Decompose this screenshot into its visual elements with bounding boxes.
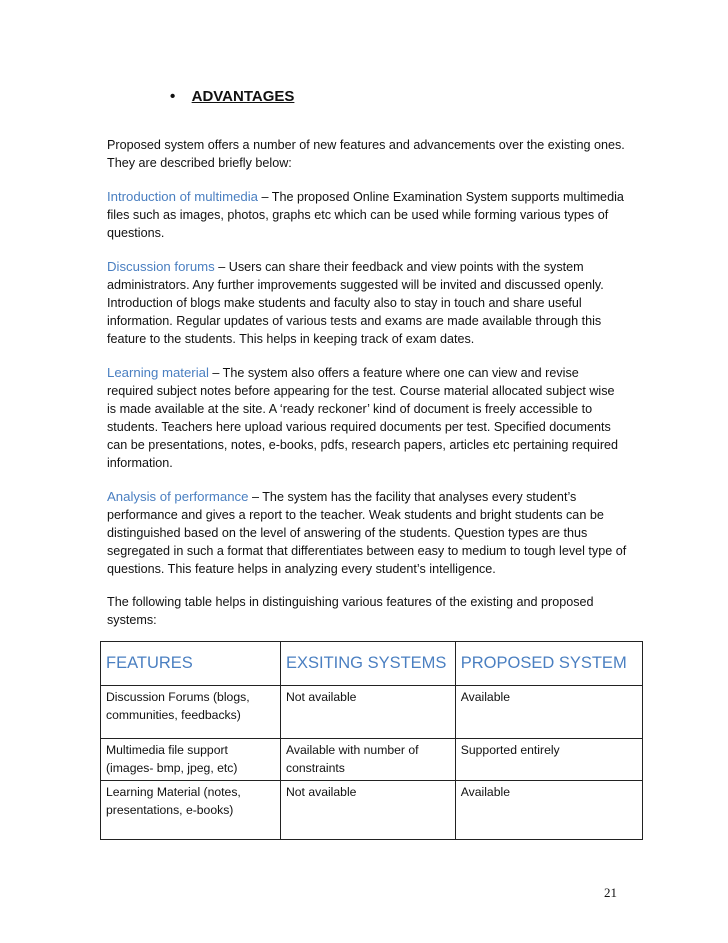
header-features: FEATURES — [101, 642, 281, 686]
table-cell: Available with number of constraints — [280, 739, 455, 781]
term-analysis-performance: Analysis of performance — [107, 489, 249, 504]
header-existing-systems: EXSITING SYSTEMS — [280, 642, 455, 686]
paragraph-analysis-performance — [107, 488, 627, 578]
term-discussion-forums: Discussion forums — [107, 259, 215, 274]
header-proposed-system: PROPOSED SYSTEM — [455, 642, 642, 686]
term-learning-material: Learning material — [107, 365, 209, 380]
section-heading — [170, 88, 294, 105]
table-cell: Not available — [280, 781, 455, 840]
table-cell: Available — [455, 781, 642, 840]
table-cell: Discussion Forums (blogs, communities, feedbacks) — [101, 686, 281, 739]
table-header-row — [101, 642, 643, 686]
text-learning-material: – The system also offers a feature where one can view and revise required subject notes before appearing for the test. Course material allocated subject wise is made available at the site. A ‘ready reckoner’ kind of document is freely accessible to students. Teachers here upload various required documents per test. Specified documents can be presentations, notes, e-books, pdfs, research papers, articles etc pertaining required information. — [107, 366, 619, 470]
table-cell: Supported entirely — [455, 739, 642, 781]
heading-title: ADVANTAGES — [191, 88, 295, 105]
table-intro-paragraph: The following table helps in distinguishing various features of the existing and proposed systems: — [107, 595, 594, 627]
comparison-table — [100, 641, 643, 840]
text-discussion-forums: – Users can share their feedback and view points with the system administrators. Any further improvements suggested will be invited and discussed openly. Introduction of blogs make students and faculty also to stay in touch and share useful information. Regular updates of various tests and exams are made available through this feature to the students. This helps in keeping track of exam dates. — [107, 260, 604, 346]
text-multimedia: – The proposed Online Examination System supports multimedia files such as images, photos, graphs etc which can be used while forming various types of questions. — [107, 190, 624, 240]
table-cell: Available — [455, 686, 642, 739]
paragraph-discussion-forums — [107, 258, 627, 348]
term-multimedia: Introduction of multimedia — [107, 189, 258, 204]
table-row — [101, 739, 643, 781]
table-cell: Not available — [280, 686, 455, 739]
table-row — [101, 781, 643, 840]
intro-paragraph: Proposed system offers a number of new features and advancements over the existing ones. They are described briefly below: — [107, 138, 625, 170]
text-analysis-performance: – The system has the facility that analyses every student’s performance and gives a report to the teacher. Weak students and bright students can be distinguished based on the level of answering of the students. Question types are thus segregated in such a format that differentiates between easy to medium to tough level type of questions. This feature helps in analyzing every student’s intelligence. — [107, 490, 627, 576]
table-row — [101, 686, 643, 739]
bullet-icon: • — [170, 88, 176, 105]
paragraph-learning-material — [107, 364, 627, 472]
table-cell: Multimedia file support (images- bmp, jpeg, etc) — [101, 739, 281, 781]
table-cell: Learning Material (notes, presentations, e-books) — [101, 781, 281, 840]
paragraph-multimedia — [107, 188, 627, 242]
page-number: 21 — [604, 885, 617, 900]
